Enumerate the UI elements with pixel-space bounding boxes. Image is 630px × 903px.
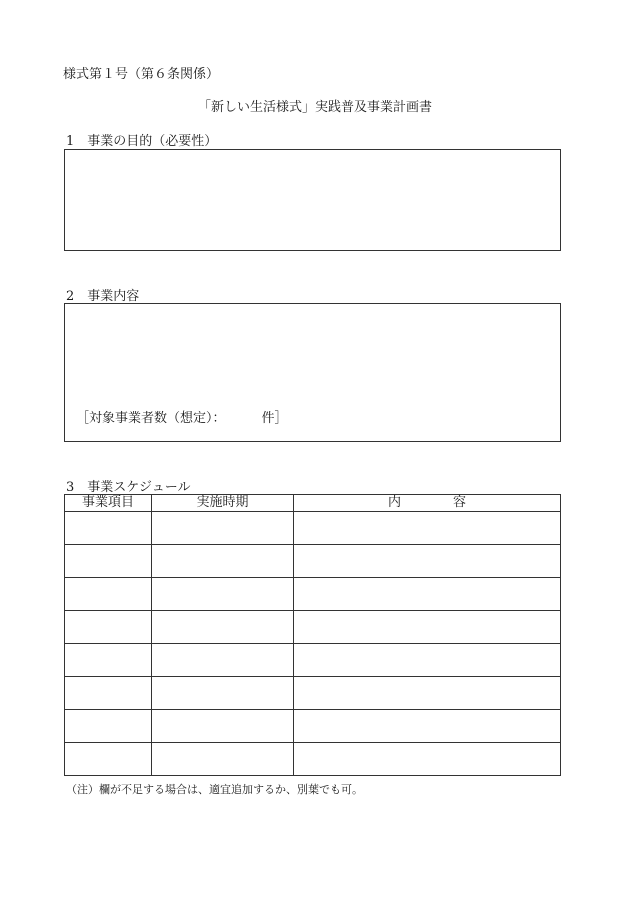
table-cell[interactable] [294,512,561,545]
table-cell[interactable] [65,512,152,545]
target-count-line [76,407,288,426]
table-cell[interactable] [65,611,152,644]
table-cell[interactable] [294,545,561,578]
table-cell[interactable] [152,545,294,578]
table-cell[interactable] [294,644,561,677]
table-cell[interactable] [152,677,294,710]
table-cell[interactable] [152,743,294,776]
table-cell[interactable] [152,710,294,743]
schedule-table [64,494,561,776]
table-row [65,677,561,710]
table-row [65,710,561,743]
table-cell[interactable] [152,578,294,611]
table-cell[interactable] [65,644,152,677]
target-count-suffix: 件］ [261,411,288,426]
table-cell[interactable] [294,677,561,710]
table-row [65,611,561,644]
header-item: 事業項目 [65,495,152,512]
form-number: 様式第１号（第６条関係） [63,67,220,82]
purpose-input-box[interactable] [64,149,561,251]
header-content: 内 容 [294,495,561,512]
table-cell[interactable] [152,611,294,644]
table-cell[interactable] [65,677,152,710]
table-row [65,545,561,578]
section-purpose-heading: 1 事業の目的（必要性） [66,134,218,149]
table-cell[interactable] [152,644,294,677]
table-cell[interactable] [294,710,561,743]
header-period: 実施時期 [152,495,294,512]
table-cell[interactable] [65,710,152,743]
schedule-header-row [65,495,561,512]
section-schedule-heading: 3 事業スケジュール [66,480,191,495]
document-title: 「新しい生活様式」実践普及事業計画書 [197,100,432,115]
target-count-prefix: ［対象事業者数（想定）： [76,411,226,426]
section-content-heading: 2 事業内容 [66,289,140,304]
table-cell[interactable] [65,578,152,611]
table-cell[interactable] [294,743,561,776]
table-cell[interactable] [294,611,561,644]
table-row [65,512,561,545]
table-cell[interactable] [65,743,152,776]
table-cell[interactable] [65,545,152,578]
table-row [65,578,561,611]
table-cell[interactable] [152,512,294,545]
table-cell[interactable] [294,578,561,611]
table-row [65,743,561,776]
footnote: （注）欄が不足する場合は、適宜追加するか、別葉でも可。 [66,783,363,796]
table-row [65,644,561,677]
